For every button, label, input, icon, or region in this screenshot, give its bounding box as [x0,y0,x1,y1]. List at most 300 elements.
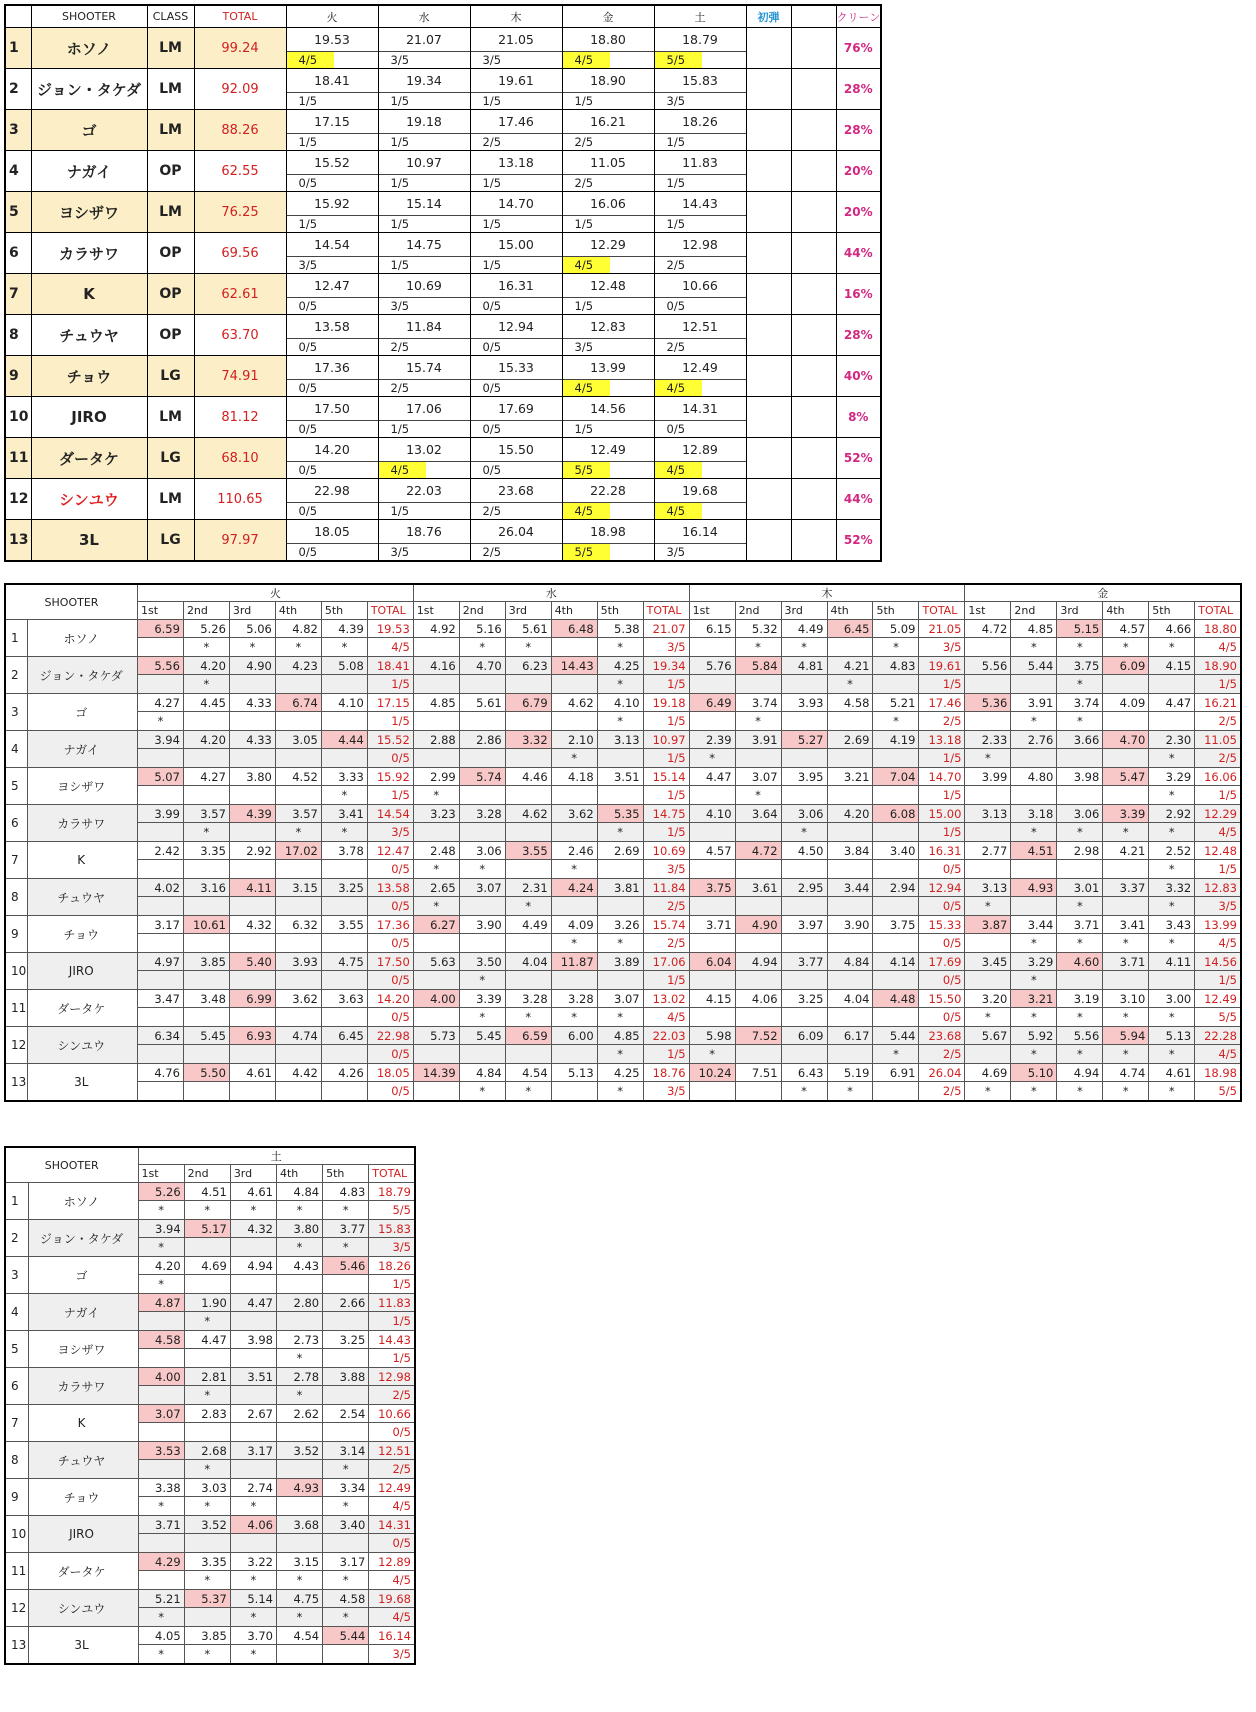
hit-mark [321,749,367,768]
day-total: 13.58 [367,879,413,897]
shooter-name: ジョン・タケダ [28,1220,138,1257]
shot-time: 5.45 [183,1027,229,1045]
shot-time: 3.99 [965,768,1011,786]
detail-row-hits [5,897,1241,916]
shot-time: 4.06 [735,990,781,1008]
shot-time: 3.48 [183,990,229,1008]
blank-cell [791,110,836,151]
detail-row-scores [5,1064,1241,1082]
header-col: 5th [873,602,919,620]
summary-table [4,4,882,562]
hit-mark: * [1103,1082,1149,1102]
day-hits: 3/5 [1195,897,1241,916]
hit-mark: * [276,1608,322,1627]
shot-time: 4.29 [138,1553,184,1571]
day-cell [654,315,746,356]
header-day: 金 [562,5,654,28]
row-index: 13 [5,1627,28,1665]
shot-time: 3.16 [183,879,229,897]
header-col: TOTAL [369,1165,415,1183]
shot-time: 4.47 [184,1331,230,1349]
shot-time: 3.29 [1149,768,1195,786]
hit-mark [137,897,183,916]
hit-mark [505,675,551,694]
day-hits: 0/5 [367,1082,413,1102]
day-hits: 4/5 [367,638,413,657]
shot-time: 3.13 [965,805,1011,823]
day-hits: 5/5 [369,1201,415,1220]
day-hits: 3/5 [369,1238,415,1257]
day-total: 16.06 [1195,768,1241,786]
hit-mark: * [505,1008,551,1027]
shot-time: 5.26 [138,1183,184,1201]
shot-time: 3.47 [137,990,183,1008]
header-col: 5th [323,1165,369,1183]
detail-row-hits [5,675,1241,694]
summary-header-row [5,5,881,28]
shot-time: 3.35 [184,1553,230,1571]
shot-time: 4.46 [505,768,551,786]
blank-cell [791,192,836,233]
hit-mark [183,1045,229,1064]
shot-time: 3.25 [323,1331,369,1349]
shot-time: 6.45 [827,620,873,638]
shot-time: 5.47 [1103,768,1149,786]
shot-time: 6.59 [137,620,183,638]
hit-mark [275,897,321,916]
hit-mark [138,1386,184,1405]
hit-mark [1011,860,1057,879]
day-score: 17.06 [406,401,442,416]
day-cell [654,192,746,233]
day-score: 10.97 [406,155,442,170]
day-score: 19.34 [406,73,442,88]
hit-mark [229,860,275,879]
shot-time: 3.62 [551,805,597,823]
row-index: 12 [5,479,31,520]
shooter-total: 97.97 [194,520,286,562]
shot-time: 2.88 [413,731,459,749]
hit-mark [781,749,827,768]
shot-time: 5.67 [965,1027,1011,1045]
clean-percent: 20% [836,192,881,233]
day-cell [654,233,746,274]
day-hits: 2/5 [1195,749,1241,768]
hit-mark [459,823,505,842]
header-col: 4th [276,1165,322,1183]
hit-mark: * [138,1645,184,1665]
hit-mark: * [1149,1008,1195,1027]
hit-mark [323,1534,369,1553]
shot-time: 6.09 [781,1027,827,1045]
hit-mark: * [321,786,367,805]
shot-time: 4.48 [873,990,919,1008]
hit-mark [1103,712,1149,731]
day-score: 15.33 [498,360,534,375]
shot-time: 5.46 [323,1257,369,1275]
day-total: 18.90 [1195,657,1241,675]
row-index: 11 [5,438,31,479]
detail-row-scores [5,1368,415,1386]
row-index: 3 [5,694,28,731]
hit-mark [505,712,551,731]
day-total: 21.07 [643,620,689,638]
hit-mark [230,1275,276,1294]
detail-row-scores [5,1590,415,1608]
first-shot-cell [746,438,791,479]
shot-time: 2.54 [323,1405,369,1423]
hit-mark [827,786,873,805]
hit-mark [184,1238,230,1257]
hit-mark [1149,971,1195,990]
day-hits: 1/5 [482,258,502,272]
day-total: 18.05 [367,1064,413,1082]
shot-time: 3.06 [1057,805,1103,823]
shot-time: 5.32 [735,620,781,638]
hit-mark [505,749,551,768]
shot-time: 4.09 [551,916,597,934]
header-total: TOTAL [194,5,286,28]
hit-mark [183,712,229,731]
shot-time: 3.39 [459,990,505,1008]
shot-time: 4.58 [138,1331,184,1349]
hit-mark [229,823,275,842]
shot-time: 4.20 [183,657,229,675]
shot-time: 7.04 [873,768,919,786]
day-score: 15.52 [314,155,350,170]
day-score: 16.21 [590,114,626,129]
day-total: 18.26 [369,1257,415,1275]
hit-mark [689,897,735,916]
day-hits: 2/5 [574,176,594,190]
header-day: 土 [138,1147,415,1165]
shot-time: 6.08 [873,805,919,823]
day-hits: 0/5 [367,860,413,879]
shooter-name: ゴ [28,694,137,731]
day-cell [470,28,562,69]
day-hits: 2/5 [390,381,410,395]
shot-time: 17.02 [275,842,321,860]
day-score: 14.31 [682,401,718,416]
shooter-name: カラサワ [28,1368,138,1405]
shot-time: 3.57 [183,805,229,823]
day-hits: 1/5 [298,94,318,108]
hit-mark [689,934,735,953]
day-score: 17.36 [314,360,350,375]
hit-mark [827,823,873,842]
day-total: 10.66 [369,1405,415,1423]
day-total: 19.34 [643,657,689,675]
hit-mark: * [1149,638,1195,657]
shot-time: 4.33 [229,731,275,749]
shot-time: 3.13 [965,879,1011,897]
day-score: 18.90 [590,73,626,88]
hit-mark: * [323,1460,369,1479]
shot-time: 2.78 [276,1368,322,1386]
hit-mark [137,1008,183,1027]
shot-time: 6.48 [551,620,597,638]
hit-mark: * [1103,638,1149,657]
day-hits: 3/5 [369,1645,415,1665]
summary-row [5,28,881,69]
shot-time: 6.15 [689,620,735,638]
shot-time: 5.73 [413,1027,459,1045]
shot-time: 3.98 [1057,768,1103,786]
day-hits: 2/5 [919,712,965,731]
day-hits: 1/5 [643,786,689,805]
hit-mark: * [276,1349,322,1368]
day-total: 18.76 [643,1064,689,1082]
row-index: 10 [5,397,31,438]
detail-header-days [5,1147,415,1165]
shot-time: 2.67 [230,1405,276,1423]
first-shot-cell [746,520,791,562]
shot-time: 4.26 [321,1064,367,1082]
shot-time: 4.70 [459,657,505,675]
hit-mark [965,934,1011,953]
row-index: 13 [5,520,31,562]
day-cell [286,397,378,438]
clean-percent: 44% [836,233,881,274]
hit-mark: * [276,1238,322,1257]
shot-time: 5.17 [184,1220,230,1238]
shot-time: 5.08 [321,657,367,675]
hit-mark [459,675,505,694]
shooter-class: LM [147,69,194,110]
summary-row [5,397,881,438]
shot-time: 3.44 [827,879,873,897]
day-cell [470,356,562,397]
shot-time: 2.52 [1149,842,1195,860]
shot-time: 3.25 [781,990,827,1008]
hit-mark [689,971,735,990]
hit-mark [505,934,551,953]
header-col: 1st [138,1165,184,1183]
hit-mark [551,1045,597,1064]
hit-mark [1057,786,1103,805]
shot-time: 5.44 [873,1027,919,1045]
header-col: 3rd [230,1165,276,1183]
hit-mark [137,1082,183,1102]
day-cell [378,520,470,562]
day-cell [470,479,562,520]
row-index: 7 [5,842,28,879]
hit-mark: * [1011,823,1057,842]
hit-mark [781,712,827,731]
shot-time: 4.94 [735,953,781,971]
hit-mark [827,971,873,990]
shot-time: 4.20 [183,731,229,749]
detail-row-scores [5,1516,415,1534]
shot-time: 5.06 [229,620,275,638]
hit-mark: * [965,1082,1011,1102]
blank-cell [791,520,836,562]
shot-time: 5.36 [965,694,1011,712]
clean-percent: 76% [836,28,881,69]
day-hits: 0/5 [482,299,502,313]
day-cell [562,397,654,438]
day-hits: 4/5 [563,257,610,273]
shot-time: 3.81 [597,879,643,897]
hit-mark [183,897,229,916]
hit-mark: * [184,1645,230,1665]
shot-time: 3.68 [276,1516,322,1534]
hit-mark [321,1008,367,1027]
hit-mark: * [689,1045,735,1064]
shot-time: 4.15 [1149,657,1195,675]
shot-time: 3.91 [735,731,781,749]
shot-time: 2.62 [276,1405,322,1423]
hit-mark: * [323,1608,369,1627]
shot-time: 2.77 [965,842,1011,860]
shot-time: 4.97 [137,953,183,971]
shot-time: 11.87 [551,953,597,971]
shot-time: 3.53 [138,1442,184,1460]
hit-mark [873,786,919,805]
row-index: 4 [5,151,31,192]
hit-mark: * [1057,1008,1103,1027]
shot-time: 5.94 [1103,1027,1149,1045]
shot-time: 3.74 [1057,694,1103,712]
hit-mark [323,1275,369,1294]
shooter-total: 76.25 [194,192,286,233]
shot-time: 2.66 [323,1294,369,1312]
day-total: 15.52 [367,731,413,749]
hit-mark [413,1082,459,1102]
shooter-name: ホソノ [28,620,137,657]
summary-row [5,315,881,356]
shooter-name: ナガイ [28,1294,138,1331]
day-hits: 1/5 [666,176,686,190]
shot-time: 3.71 [138,1516,184,1534]
detail-row-scores [5,953,1241,971]
hit-mark [827,638,873,657]
hit-mark: * [138,1275,184,1294]
shot-time: 3.75 [689,879,735,897]
day-total: 14.20 [367,990,413,1008]
hit-mark [1057,860,1103,879]
shot-time: 6.74 [275,694,321,712]
hit-mark: * [1057,638,1103,657]
shot-time: 6.91 [873,1064,919,1082]
shot-time: 3.18 [1011,805,1057,823]
day-total: 16.14 [369,1627,415,1645]
day-hits: 4/5 [369,1571,415,1590]
hit-mark [138,1571,184,1590]
shot-time: 3.17 [323,1553,369,1571]
day-score: 15.00 [498,237,534,252]
day-total: 12.49 [369,1479,415,1497]
hit-mark: * [1057,1082,1103,1102]
day-total: 19.61 [919,657,965,675]
detail-row-scores [5,916,1241,934]
day-total: 26.04 [919,1064,965,1082]
shot-time: 4.72 [965,620,1011,638]
shot-time: 4.02 [137,879,183,897]
hit-mark: * [459,1008,505,1027]
row-index: 6 [5,1368,28,1405]
shot-time: 4.80 [1011,768,1057,786]
header-col: 4th [827,602,873,620]
hit-mark [230,1386,276,1405]
hit-mark [505,823,551,842]
shooter-name: ダータケ [31,438,147,479]
day-cell [378,69,470,110]
hit-mark [1057,749,1103,768]
hit-mark [321,1045,367,1064]
detail-row-hits [5,712,1241,731]
hit-mark: * [1149,934,1195,953]
shot-time: 4.11 [229,879,275,897]
shooter-name: カラサワ [31,233,147,274]
hit-mark: * [505,638,551,657]
first-shot-cell [746,233,791,274]
hit-mark [965,638,1011,657]
blank-cell [791,28,836,69]
shot-time: 4.16 [413,657,459,675]
hit-mark [137,675,183,694]
shooter-total: 74.91 [194,356,286,397]
hit-mark [459,749,505,768]
hit-mark: * [1011,1082,1057,1102]
blank-cell [791,315,836,356]
hit-mark: * [230,1608,276,1627]
hit-mark: * [323,1238,369,1257]
day-hits: 0/5 [367,934,413,953]
shooter-total: 62.61 [194,274,286,315]
day-hits: 0/5 [369,1423,415,1442]
shot-time: 3.20 [965,990,1011,1008]
shot-time: 3.94 [138,1220,184,1238]
day-total: 12.94 [919,879,965,897]
row-index: 5 [5,192,31,233]
shot-time: 3.77 [781,953,827,971]
day-hits: 1/5 [390,422,410,436]
shot-time: 5.74 [459,768,505,786]
day-total: 17.36 [367,916,413,934]
shot-time: 4.43 [276,1257,322,1275]
header-col: 1st [689,602,735,620]
detail-row-scores [5,620,1241,638]
shot-time: 4.25 [597,657,643,675]
shot-time: 5.07 [137,768,183,786]
hit-mark: * [1149,823,1195,842]
hit-mark [321,712,367,731]
hit-mark [1057,971,1103,990]
hit-mark: * [1149,786,1195,805]
shot-time: 4.39 [321,620,367,638]
hit-mark [597,860,643,879]
shot-time: 4.20 [138,1257,184,1275]
hit-mark: * [781,1082,827,1102]
day-hits: 3/5 [390,545,410,559]
day-hits: 5/5 [655,52,702,68]
shot-time: 5.40 [229,953,275,971]
shot-time: 3.78 [321,842,367,860]
hit-mark: * [276,1571,322,1590]
day-score: 11.84 [406,319,442,334]
shot-time: 3.87 [965,916,1011,934]
summary-row [5,356,881,397]
shooter-class: OP [147,233,194,274]
day-hits: 3/5 [666,545,686,559]
hit-mark [965,786,1011,805]
hit-mark [827,749,873,768]
row-index: 3 [5,110,31,151]
shot-time: 4.10 [321,694,367,712]
shot-time: 4.33 [229,694,275,712]
shooter-name: ダータケ [28,990,137,1027]
